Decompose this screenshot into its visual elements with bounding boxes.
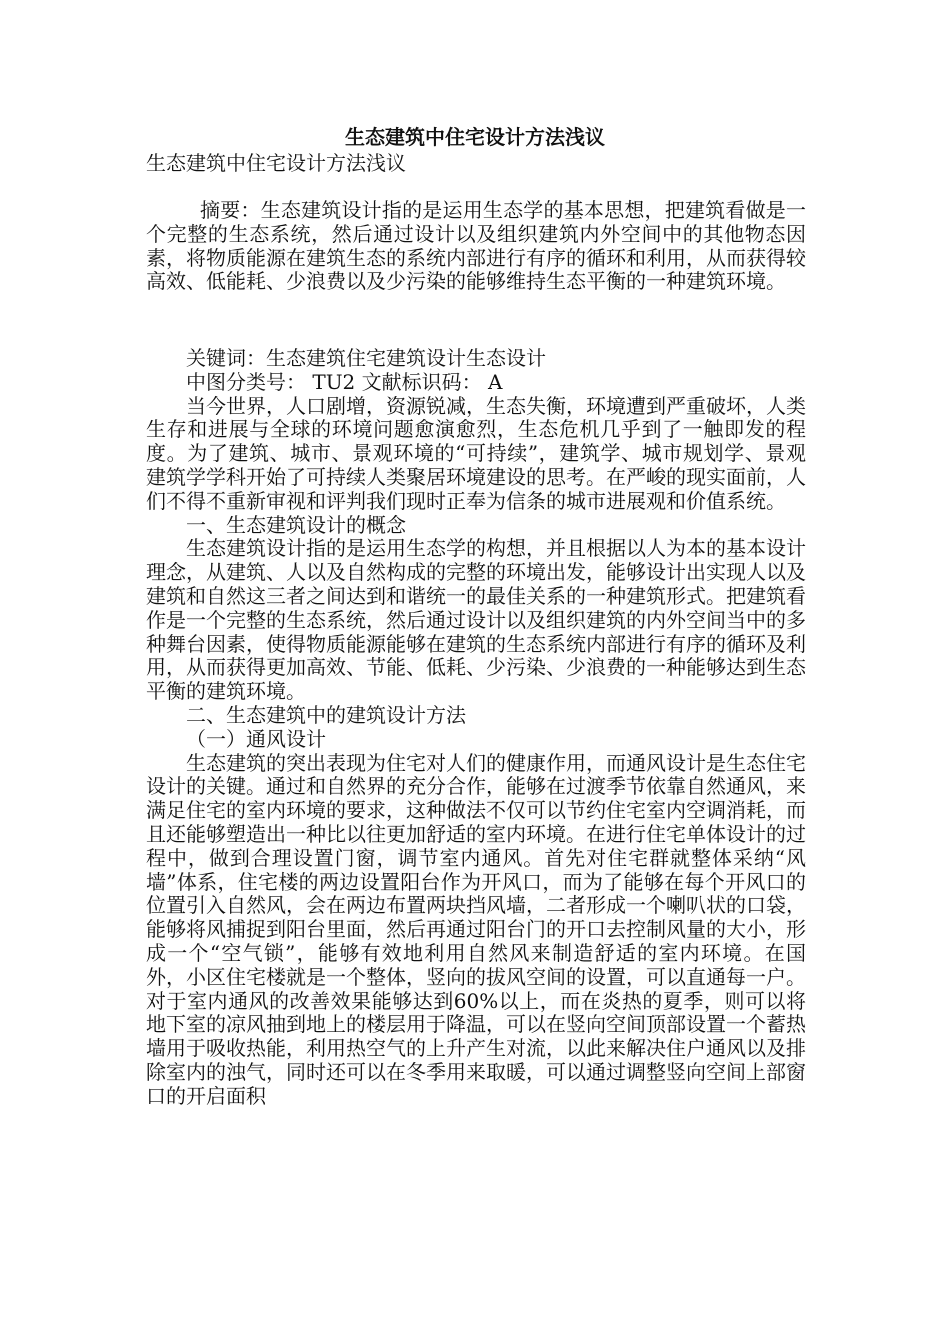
keywords-line: 关键词：生态建筑住宅建筑设计生态设计 <box>186 346 546 370</box>
section-paragraph: 生态建筑设计指的是运用生态学的构想，并且根据以人为本的基本设计理念，从建筑、人以及自然构成的完整的环境出发，能够设计出实现人以及建筑和自然这三者之间达到和谐统一的最佳关系的一种建筑形式。把建筑看作是一个完整的生态系统，然后通过设计以及组织建筑的内外空间当中的多种舞台因素，使得物质能源能够在建筑的生态系统内部进行有序的循环及利用，从而获得更加高效、节能、低耗、少污染、少浪费的一种能够达到生态平衡的建筑环境。 <box>146 536 806 704</box>
section-heading: 一、生态建筑设计的概念 <box>186 512 406 537</box>
subsection-paragraph: 生态建筑的突出表现为住宅对人们的健康作用，而通风设计是生态住宅设计的关键。通过和自然界的充分合作，能够在过渡季节依靠自然通风，来满足住宅的室内环境的要求，这种做法不仅可以节约住宅室内空调消耗，而且还能够塑造出一种比以往更加舒适的室内环境。在进行住宅单体设计的过程中，做到合理设置门窗，调节室内通风。首先对住宅群就整体采纳“风墙”体系，住宅楼的两边设置阳台作为开风口，而为了能够在每个开风口的位置引入自然风，会在两边布置两块挡风墙，二者形成一个喇叭状的口袋，能够将风捕捉到阳台里面，然后再通过阳台门的开口去控制风量的大小，形成一个“空气锁”，能够有效地利用自然风来制造舒适的室内环境。在国外，小区住宅楼就是一个整体，竖向的拔风空间的设置，可以直通每一户。对于室内通风的改善效果能够达到60%以上，而在炎热的夏季，则可以将地下室的凉风抽到地上的楼层用于降温，可以在竖向空间顶部设置一个蓄热墙用于吸收热能，利用热空气的上升产生对流，以此来解决住户通风以及排除室内的浊气，同时还可以在冬季用来取暖，可以通过调整竖向空间上部窗口的开启面积 <box>146 750 806 1108</box>
document-subtitle: 生态建筑中住宅设计方法浅议 <box>146 151 406 175</box>
abstract-paragraph: 摘要：生态建筑设计指的是运用生态学的基本思想，把建筑看做是一个完整的生态系统，然后通过设计以及组织建筑内外空间中的其他物态因素，将物质能源在建筑生态的系统内部进行有序的循环和利用，从而获得较高效、低能耗、少浪费以及少污染的能够维持生态平衡的一种建筑环境。 <box>146 198 806 294</box>
abstract-block <box>146 199 806 294</box>
subsection-heading: （一）通风设计 <box>186 726 326 751</box>
section-heading: 二、生态建筑中的建筑设计方法 <box>186 702 466 727</box>
classification-line: 中图分类号： TU2 文献标识码： A <box>186 369 503 394</box>
main-body <box>146 347 806 1109</box>
intro-paragraph: 当今世界，人口剧增，资源锐减，生态失衡，环境遭到严重破坏，人类生存和进展与全球的环境问题愈演愈烈，生态危机几乎到了一触即发的程度。为了建筑、城市、景观环境的“可持续”，建筑学、城市规划学、景观建筑学学科开始了可持续人类聚居环境建设的思考。在严峻的现实面前，人们不得不重新审视和评判我们现时正奉为信条的城市进展观和价值系统。 <box>146 393 806 513</box>
document-title: 生态建筑中住宅设计方法浅议 <box>345 125 605 149</box>
